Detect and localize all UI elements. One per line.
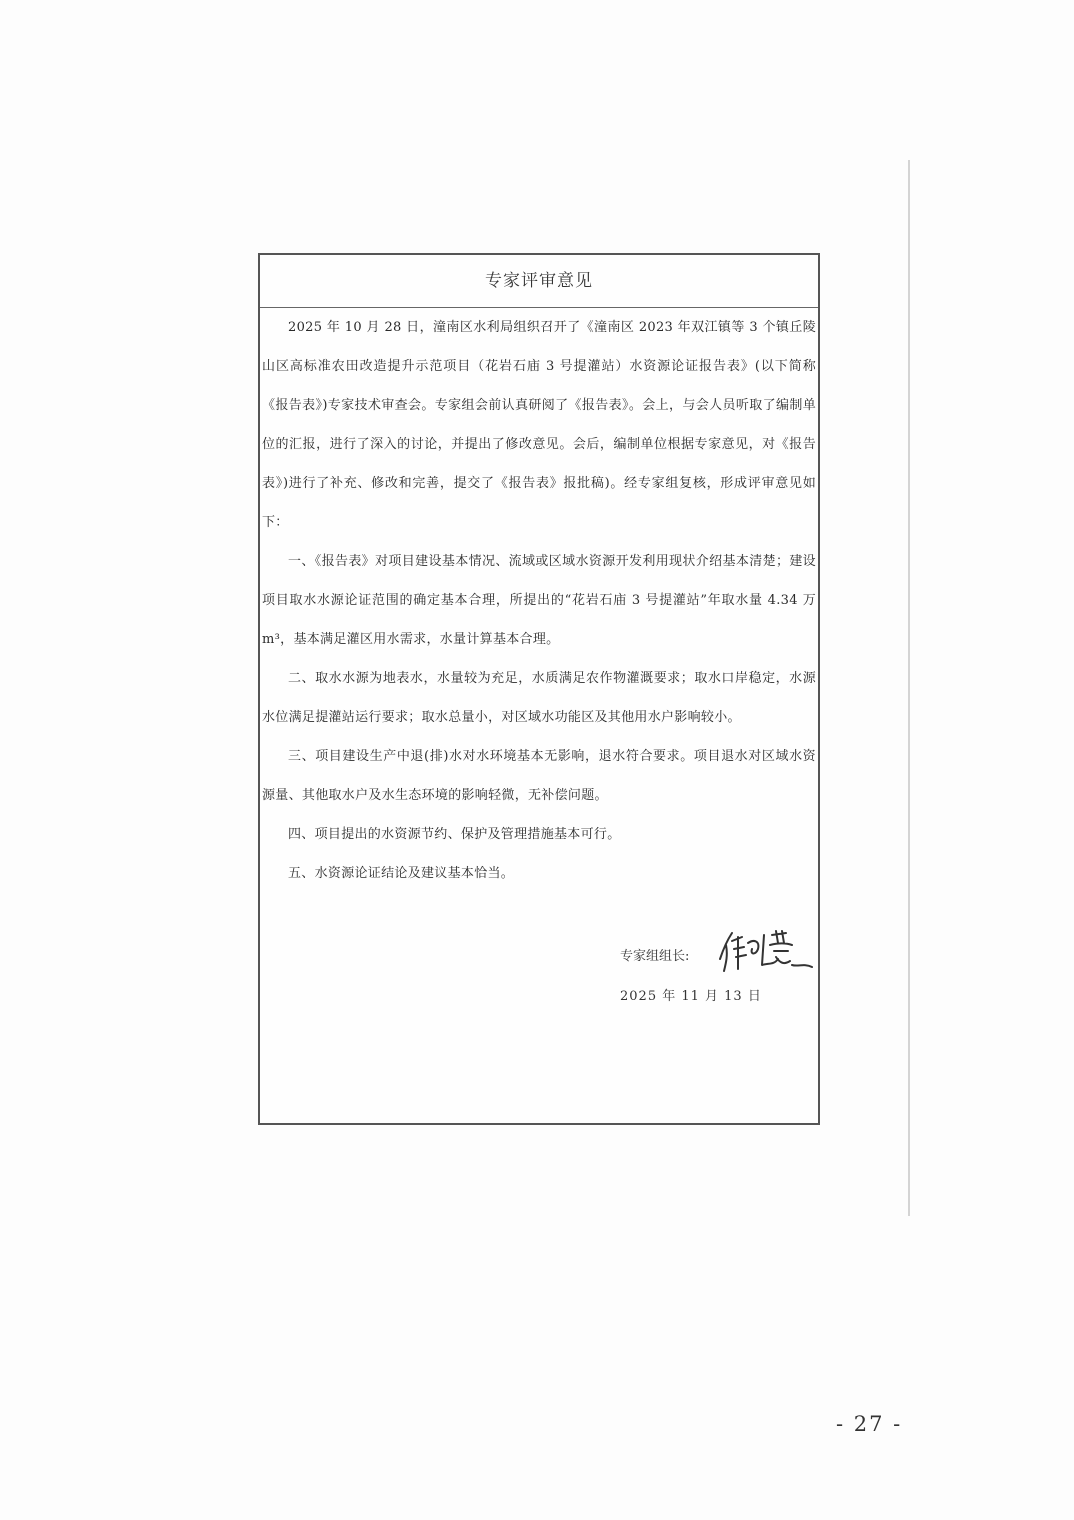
page-number: - 27 -	[836, 1412, 903, 1436]
handwritten-signature	[712, 929, 822, 973]
review-opinion-box	[258, 253, 820, 1125]
paragraph-opinion-4: 四、项目提出的水资源节约、保护及管理措施基本可行。	[288, 827, 621, 842]
signer-label: 专家组组长:	[620, 949, 690, 964]
signature-date: 2025 年 11 月 13 日	[620, 989, 762, 1004]
paragraph-opinion-5: 五、水资源论证结论及建议基本恰当。	[288, 866, 515, 881]
document-title: 专家评审意见	[260, 255, 818, 308]
paragraph-opinion-1: 一、《报告表》对项目建设基本情况、流域或区域水资源开发利用现状介绍基本清楚；建设项目取水水源论证范围的确定基本合理，所提出的“花岩石庙 3 号提灌站”年取水量 4.34 万 m³，基本满足灌区用水需求，水量计算基本合理。	[262, 554, 816, 647]
scan-edge-line	[908, 160, 910, 1216]
paragraph-opinion-2: 二、取水水源为地表水，水量较为充足，水质满足农作物灌溉要求；取水口岸稳定，水源水位满足提灌站运行要求；取水总量小，对区域水功能区及其他用水户影响较小。	[262, 671, 816, 725]
paragraph-intro: 2025 年 10 月 28 日，潼南区水利局组织召开了《潼南区 2023 年双江镇等 3 个镇丘陵山区高标准农田改造提升示范项目（花岩石庙 3 号提灌站）水资源论证报告表》(以下简称《报告表》)专家技术审查会。专家组会前认真研阅了《报告表》。会上，与会人员听取了编制单位的汇报，进行了深入的讨论，并提出了修改意见。会后，编制单位根据专家意见，对《报告表》)进行了补充、修改和完善，提交了《报告表》报批稿)。经专家组复核，形成评审意见如下：	[262, 320, 816, 530]
paragraph-opinion-3: 三、项目建设生产中退(排)水对水环境基本无影响，退水符合要求。项目退水对区域水资源量、其他取水户及水生态环境的影响轻微，无补偿问题。	[262, 749, 816, 803]
document-body	[260, 308, 818, 893]
